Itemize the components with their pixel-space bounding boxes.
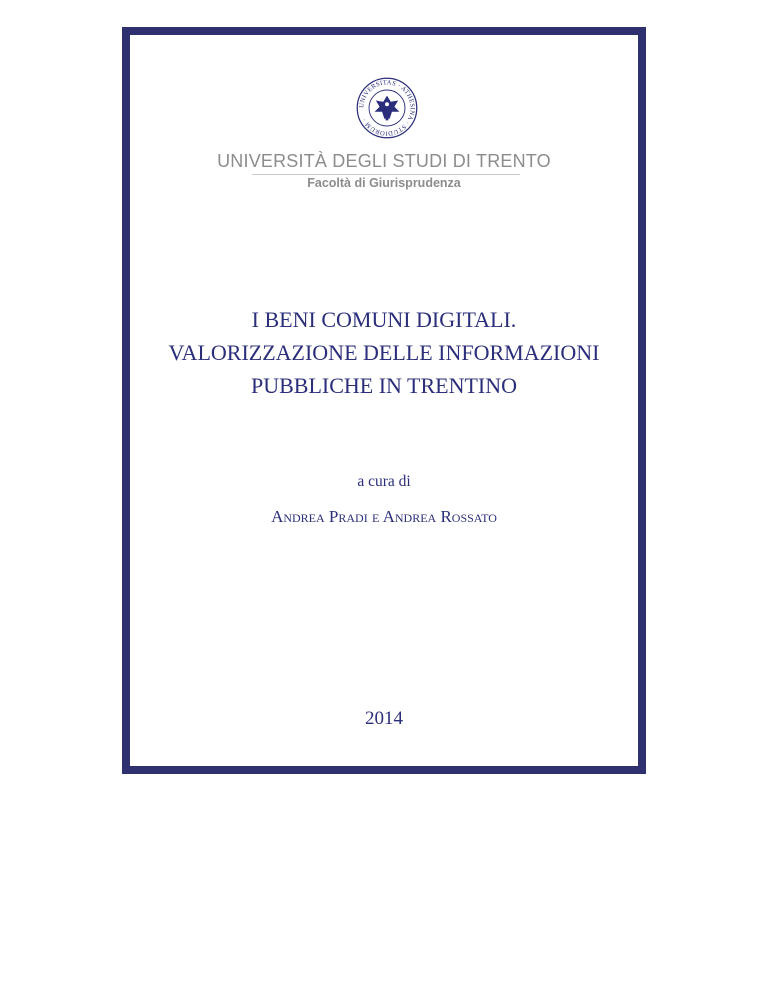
title-line-1: I BENI COMUNI DIGITALI. [251,307,517,332]
university-seal-icon [356,77,418,139]
logo-divider [252,174,520,175]
university-name: UNIVERSITÀ DEGLI STUDI DI TRENTO [217,151,551,171]
cover-frame [122,27,646,774]
title-line-2: VALORIZZAZIONE DELLE INFORMAZIONI [168,340,600,365]
editors-names: Andrea Pradi e Andrea Rossato [271,507,497,526]
title-line-3: PUBBLICHE IN TRENTINO [250,373,518,398]
editors-label: a cura di [357,473,411,490]
publication-year: 2014 [365,708,403,729]
faculty-name: Facoltà di Giurisprudenza [307,176,461,190]
seal-lettering: UNIVERSITAS · ATHESINA · STUDIORUM · [358,79,416,137]
book-title [130,303,638,402]
